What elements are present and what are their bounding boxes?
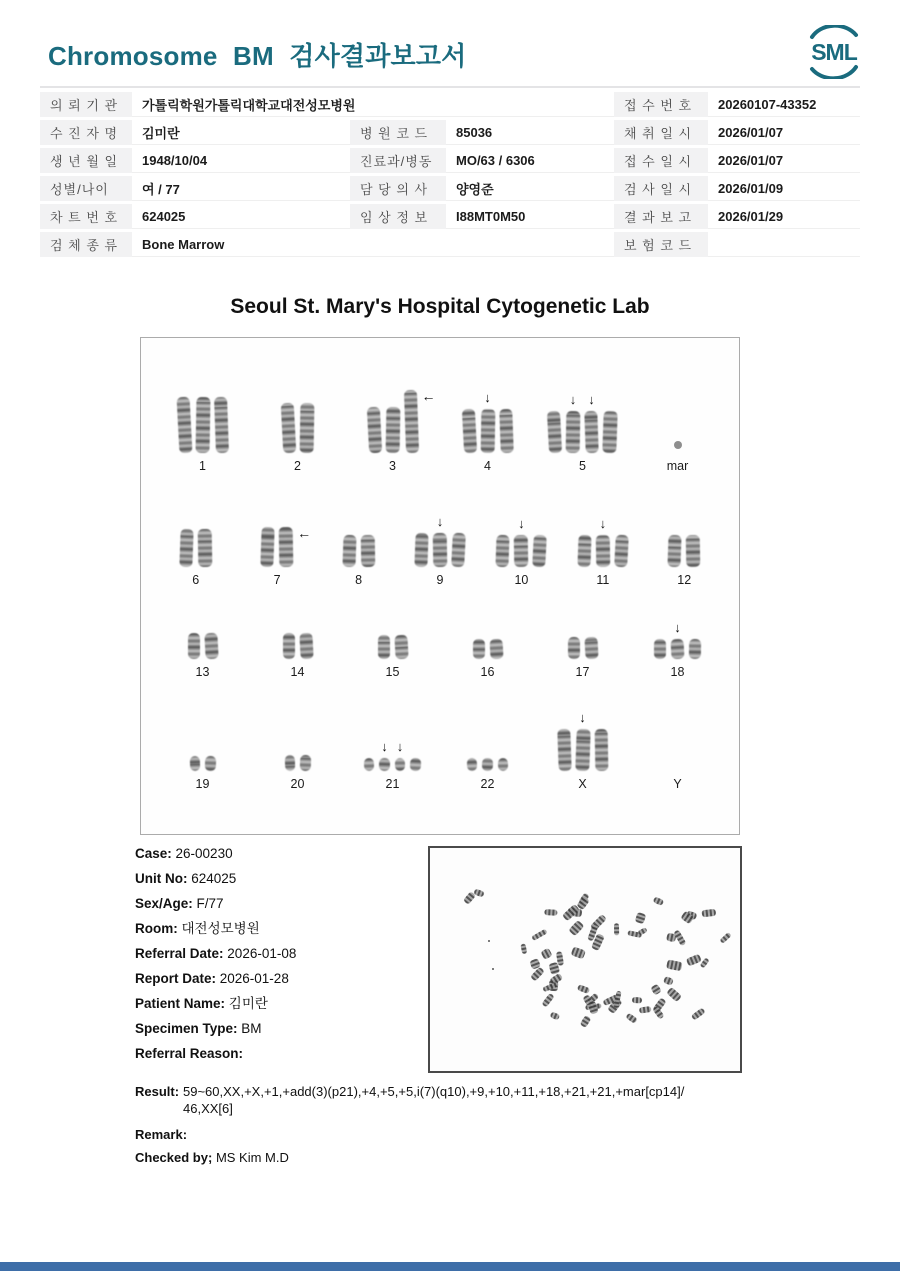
chromosome (260, 527, 274, 567)
metaphase-chromosome (570, 947, 585, 960)
info-row (40, 120, 860, 145)
info-value: I88MT0M50 (446, 204, 614, 229)
metaphase-chromosome (520, 943, 527, 954)
info-value: 가톨릭학원가톨릭대학교대전성모병원 (132, 92, 614, 117)
chromosome-number-label: 11 (596, 573, 610, 587)
case-info-line (135, 972, 425, 986)
chromosome-number-label: 4 (484, 459, 491, 473)
chromosome (602, 411, 617, 453)
chromosome-number-label: 7 (273, 573, 281, 587)
chromosome-number-label: mar (666, 459, 689, 473)
chromosome-number-label: 19 (195, 777, 210, 791)
chromosome (299, 403, 314, 453)
chromosome (189, 756, 200, 771)
checked-by-line (135, 1150, 289, 1165)
metaphase-chromosome (492, 968, 494, 970)
chromosome (577, 535, 591, 567)
chromosome-number-label: 6 (192, 573, 200, 587)
chromosome (473, 639, 485, 659)
chromosome (433, 533, 448, 567)
metaphase-chromosome (540, 947, 552, 959)
info-label: 성별/나이 (40, 176, 132, 201)
chromosome (299, 633, 313, 660)
chromosome (670, 639, 684, 660)
chromosome-number-label: 12 (677, 573, 692, 587)
chromosome (188, 633, 200, 659)
metaphase-chromosome (631, 997, 641, 1003)
chromosome (689, 639, 701, 659)
down-arrow-icon: ↓ (588, 392, 595, 407)
metaphase-chromosome (488, 940, 490, 942)
chromosome-number-label: 5 (579, 459, 586, 473)
info-value: 여 / 77 (132, 176, 350, 201)
karyogram-image (140, 337, 740, 835)
case-info-line (135, 922, 425, 936)
info-label: 채 취 일 시 (614, 120, 708, 145)
case-info-block (135, 847, 425, 1072)
chromosome (342, 535, 356, 567)
chromosome (594, 729, 608, 771)
chromosome (283, 633, 295, 659)
chromosome-group-7 (236, 527, 317, 589)
chromosome (360, 535, 375, 567)
karyogram-row (155, 390, 725, 475)
metaphase-chromosome (532, 928, 548, 940)
chromosome-group-22 (440, 758, 535, 793)
case-info-line (135, 847, 425, 861)
info-value: 624025 (132, 204, 350, 229)
chromosome-number-label: 8 (355, 573, 363, 587)
chromosome (204, 633, 218, 660)
chromosome (568, 637, 580, 659)
karyogram-row (155, 711, 725, 793)
info-label: 보 험 코 드 (614, 232, 708, 257)
down-arrow-icon: ↓ (599, 516, 607, 531)
case-info-value: BM (237, 1021, 262, 1036)
checked-by-label: Checked by; (135, 1150, 213, 1165)
chromosome-number-label: Y (673, 777, 682, 791)
chromosome (366, 407, 381, 454)
case-info-label: Sex/Age: (135, 896, 193, 911)
chromosome-group-5 (535, 393, 630, 475)
chromosome (498, 758, 508, 771)
down-arrow-icon: ↓ (484, 390, 491, 405)
chromosome-group-16 (440, 639, 535, 681)
chromosome (584, 411, 598, 453)
chromosome (279, 527, 294, 567)
case-info-label: Patient Name: (135, 996, 226, 1011)
chromosome (410, 758, 422, 772)
chromosome-number-label: 16 (480, 665, 495, 679)
chromosome-group-10 (481, 517, 562, 589)
chromosome-group-12 (644, 535, 725, 589)
info-value: 20260107-43352 (708, 92, 860, 117)
info-label: 담 당 의 사 (350, 176, 446, 201)
chromosome (179, 529, 193, 567)
info-value: 1948/10/04 (132, 148, 350, 173)
metaphase-chromosome (569, 920, 585, 936)
info-value: 양영준 (446, 176, 614, 201)
sml-logo-icon (804, 25, 864, 79)
case-info-line (135, 947, 425, 961)
chromosome-number-label: 14 (290, 665, 305, 679)
down-arrow-icon: ↓ (381, 739, 388, 754)
chromosome-group-8 (318, 535, 399, 589)
info-value: MO/63 / 6306 (446, 148, 614, 173)
case-info-line (135, 997, 425, 1011)
chromosome-group-Y (630, 771, 725, 793)
info-row (40, 92, 860, 117)
chromosome (584, 637, 598, 660)
info-label: 진료과/병동 (350, 148, 446, 173)
case-info-line (135, 897, 425, 911)
chromosome (280, 403, 296, 454)
chromosome (176, 397, 192, 454)
info-row (40, 204, 860, 229)
result-text-line1: 59~60,XX,+X,+1,+add(3)(p21),+4,+5,+5,i(7)(q10),+9,+10,+11,+18,+21,+21,+mar[cp14]/ (183, 1084, 685, 1099)
result-text (183, 1083, 684, 1117)
footer-bar (0, 1262, 900, 1271)
chromosome (480, 409, 495, 453)
case-info-value: 26-00230 (171, 846, 233, 861)
chromosome-group-14 (250, 633, 345, 681)
chromosome-group-3 (345, 390, 440, 475)
case-info-line (135, 1022, 425, 1036)
metaphase-chromosome (691, 1007, 706, 1021)
chromosome (195, 397, 210, 453)
case-info-label: Specimen Type: (135, 1021, 238, 1036)
chromosome (575, 729, 590, 771)
metaphase-chromosome (614, 991, 623, 1008)
metaphase-chromosome (549, 1011, 560, 1020)
chromosome (385, 407, 400, 453)
karyogram-row (155, 515, 725, 589)
case-info-value: 김미란 (225, 996, 268, 1011)
case-info-label: Referral Date: (135, 946, 224, 961)
metaphase-chromosome (666, 959, 682, 971)
chromosome-group-18 (630, 621, 725, 681)
metaphase-chromosome (639, 1006, 652, 1014)
chromosome (214, 397, 229, 453)
chromosome (299, 755, 311, 771)
chromosome (614, 535, 629, 568)
case-info-value: F/77 (192, 896, 224, 911)
result-text-line2: 46,XX[6] (183, 1101, 233, 1116)
chromosome-number-label: X (578, 777, 587, 791)
info-label: 검 체 종 류 (40, 232, 132, 257)
chromosome (496, 535, 510, 567)
chromosome (686, 535, 701, 567)
case-info-label: Referral Reason: (135, 1046, 244, 1061)
chromosome (668, 535, 682, 567)
chromosome-number-label: 20 (290, 777, 305, 791)
chromosome (596, 535, 611, 567)
chromosome-group-9 (399, 515, 480, 589)
info-label: 결 과 보 고 (614, 204, 708, 229)
checked-by-value: MS Kim M.D (215, 1150, 289, 1165)
info-label: 검 사 일 시 (614, 176, 708, 201)
chromosome-group-6 (155, 529, 236, 589)
chromosome (378, 635, 390, 659)
case-info-value: 2026-01-28 (216, 971, 289, 986)
metaphase-chromosome (544, 909, 557, 916)
chromosome (547, 411, 562, 454)
chromosome (482, 758, 493, 771)
chromosome-number-label: 18 (670, 665, 685, 679)
case-info-value: 2026-01-08 (223, 946, 297, 961)
chromosome (467, 758, 477, 771)
chromosome (395, 758, 405, 771)
svg-text:SML: SML (811, 39, 857, 65)
chromosome-group-19 (155, 756, 250, 793)
info-table (40, 86, 860, 260)
chromosome-group-15 (345, 635, 440, 681)
karyogram-row (155, 621, 725, 681)
chromosome (566, 411, 581, 453)
case-info-line (135, 1047, 425, 1061)
chromosome-group-1 (155, 397, 250, 475)
info-row (40, 176, 860, 201)
chromosome (514, 535, 529, 567)
chromosome (414, 533, 428, 567)
chromosome-group-2 (250, 403, 345, 475)
info-value: 2026/01/09 (708, 176, 860, 201)
info-row (40, 232, 860, 257)
chromosome-group-21 (345, 740, 440, 793)
chromosome (533, 535, 548, 568)
chromosome-number-label: 15 (385, 665, 400, 679)
page-title: Chromosome BM 검사결과보고서 (48, 41, 467, 71)
chromosome (204, 756, 216, 771)
metaphase-chromosome (637, 928, 647, 937)
case-info-line (135, 872, 425, 886)
chromosome-number-label: 17 (575, 665, 590, 679)
info-label: 차 트 번 호 (40, 204, 132, 229)
metaphase-spread-image (428, 846, 742, 1073)
chromosome-number-label: 1 (199, 459, 206, 473)
marker-chromosome (674, 441, 682, 449)
metaphase-chromosome (719, 932, 731, 944)
chromosome (379, 758, 390, 771)
result-line (135, 1083, 795, 1117)
metaphase-chromosome (652, 1005, 665, 1019)
metaphase-chromosome (614, 923, 619, 935)
info-label: 수 진 자 명 (40, 120, 132, 145)
metaphase-chromosome (579, 1015, 591, 1028)
chromosome-group-X (535, 711, 630, 793)
chromosome (499, 409, 514, 453)
metaphase-chromosome (542, 992, 555, 1007)
chromosome-number-label: 2 (294, 459, 301, 473)
metaphase-chromosome (626, 1013, 638, 1024)
chromosome (451, 533, 466, 568)
case-info-value: 대전성모병원 (177, 921, 260, 936)
info-value: 2026/01/07 (708, 120, 860, 145)
chromosome (364, 758, 374, 771)
down-arrow-icon: ↓ (396, 739, 404, 754)
case-info-value: 624025 (187, 871, 237, 886)
down-arrow-icon: ↓ (569, 392, 577, 407)
chromosome (654, 639, 666, 659)
case-info-label: Report Date: (135, 971, 217, 986)
info-label: 병 원 코 드 (350, 120, 446, 145)
chromosome-number-label: 10 (514, 573, 529, 587)
chromosome-number-label: 13 (195, 665, 210, 679)
info-label: 의 뢰 기 관 (40, 92, 132, 117)
chromosome-group-17 (535, 637, 630, 681)
info-table-body (40, 92, 860, 257)
metaphase-chromosome (650, 983, 662, 995)
karyogram-rows (155, 390, 725, 793)
left-arrow-icon: ← (297, 525, 312, 541)
metaphase-chromosome (652, 896, 664, 906)
chromosome-group-13 (155, 633, 250, 681)
case-info-label: Room: (135, 921, 178, 936)
info-value (708, 232, 860, 257)
chromosome-group-4 (440, 391, 535, 475)
remark-label: Remark: (135, 1127, 188, 1142)
info-value: 김미란 (132, 120, 350, 145)
down-arrow-icon: ↓ (579, 710, 586, 725)
chromosome-number-label: 22 (480, 777, 495, 791)
chromosome (403, 390, 418, 453)
chromosome (557, 729, 571, 771)
chromosome-group-20 (250, 755, 345, 793)
down-arrow-icon: ↓ (518, 516, 525, 531)
down-arrow-icon: ↓ (674, 620, 681, 635)
chromosome-group-mar (630, 441, 725, 475)
down-arrow-icon: ↓ (436, 514, 444, 529)
metaphase-chromosome (662, 976, 673, 986)
info-label: 접 수 일 시 (614, 148, 708, 173)
info-label: 접 수 번 호 (614, 92, 708, 117)
metaphase-chromosome (701, 908, 716, 917)
chromosome (284, 755, 295, 771)
chromosome-number-label: 3 (389, 459, 396, 473)
chromosome (489, 639, 503, 660)
result-label: Result: (135, 1084, 180, 1099)
info-label: 임 상 정 보 (350, 204, 446, 229)
case-info-label: Unit No: (135, 871, 188, 886)
chromosome (197, 529, 212, 567)
chromosome (461, 409, 476, 454)
chromosome-number-label: 21 (385, 777, 400, 791)
info-value: 2026/01/07 (708, 148, 860, 173)
left-arrow-icon: ← (421, 388, 436, 404)
metaphase-chromosome (634, 912, 645, 924)
info-value: 2026/01/29 (708, 204, 860, 229)
chromosome-number-label: 9 (436, 573, 444, 587)
info-label: 생 년 월 일 (40, 148, 132, 173)
chromosome (394, 635, 408, 660)
lab-title: Seoul St. Mary's Hospital Cytogenetic Lab (230, 295, 650, 318)
chromosome-group-11 (562, 517, 643, 589)
metaphase-chromosome (666, 987, 682, 1002)
metaphase-chromosome (576, 984, 590, 994)
info-value: Bone Marrow (132, 232, 614, 257)
info-value: 85036 (446, 120, 614, 145)
info-row (40, 148, 860, 173)
case-info-label: Case: (135, 846, 172, 861)
